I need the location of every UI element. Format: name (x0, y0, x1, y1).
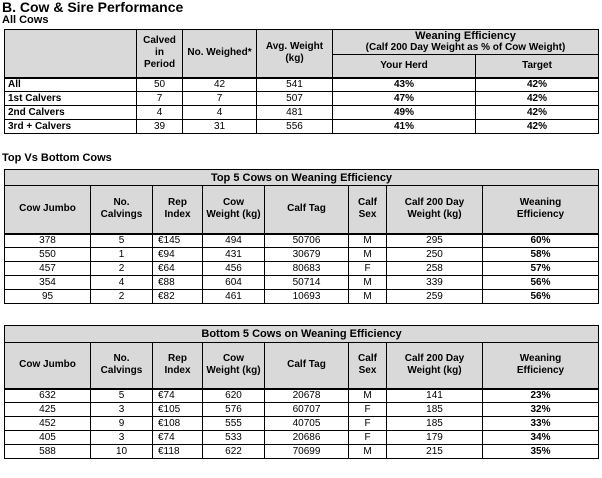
target-cell: 42% (476, 78, 599, 92)
cow-jumbo-header: Cow Jumbo (5, 186, 91, 234)
calf-sex-cell: F (349, 431, 387, 445)
weighed-cell: 7 (183, 92, 257, 106)
table-row (5, 389, 599, 403)
calf-sex-cell: M (349, 389, 387, 403)
all-cows-row (5, 78, 599, 92)
all-cows-row (5, 106, 599, 120)
calf-tag-cell: 10693 (265, 290, 349, 304)
all-cows-row (5, 92, 599, 106)
rep-index-cell: €105 (153, 403, 203, 417)
calf-200-cell: 258 (387, 262, 483, 276)
we-title: Weaning Efficiency (415, 30, 516, 42)
top5-header-row (5, 186, 599, 234)
calf-200-cell: 185 (387, 403, 483, 417)
cow-weight-cell: 456 (203, 262, 265, 276)
row-label: 1st Calvers (5, 92, 137, 106)
cow-weight-cell: 461 (203, 290, 265, 304)
efficiency-cell: 34% (483, 431, 599, 445)
table-row (5, 290, 599, 304)
calf-200-cell: 141 (387, 389, 483, 403)
your-herd-cell: 47% (333, 92, 476, 106)
cow-weight-cell: 533 (203, 431, 265, 445)
all-cows-subtitle: All Cows (2, 14, 49, 26)
calf-tag-cell: 20678 (265, 389, 349, 403)
calved-cell: 7 (137, 92, 183, 106)
calvings-header: No. Calvings (91, 343, 153, 389)
your-herd-cell: 41% (333, 120, 476, 134)
calf-sex-cell: F (349, 417, 387, 431)
weighed-cell: 4 (183, 106, 257, 120)
calvings-cell: 1 (91, 248, 153, 262)
row-label: 2nd Calvers (5, 106, 137, 120)
bottom5-title-row (5, 326, 599, 343)
calvings-cell: 5 (91, 389, 153, 403)
bottom5-header-row (5, 343, 599, 389)
calved-cell: 39 (137, 120, 183, 134)
calf-tag-cell: 50714 (265, 276, 349, 290)
weighed-header: No. Weighed* (183, 30, 257, 78)
target-header: Target (476, 55, 599, 78)
calf-tag-cell: 80683 (265, 262, 349, 276)
calf-sex-cell: M (349, 276, 387, 290)
table-row (5, 403, 599, 417)
weaning-efficiency-header (333, 30, 599, 55)
cow-jumbo-cell: 405 (5, 431, 91, 445)
cow-jumbo-header: Cow Jumbo (5, 343, 91, 389)
cow-jumbo-cell: 378 (5, 234, 91, 248)
rep-index-cell: €118 (153, 445, 203, 459)
bottom5-table (4, 325, 599, 459)
calf-200-header: Calf 200 Day Weight (kg) (387, 186, 483, 234)
rep-index-header: Rep Index (153, 343, 203, 389)
efficiency-cell: 23% (483, 389, 599, 403)
rep-index-cell: €94 (153, 248, 203, 262)
rep-index-cell: €88 (153, 276, 203, 290)
rep-index-cell: €108 (153, 417, 203, 431)
weight-cell: 556 (257, 120, 333, 134)
weight-cell: 541 (257, 78, 333, 92)
efficiency-cell: 58% (483, 248, 599, 262)
rep-index-cell: €64 (153, 262, 203, 276)
cow-jumbo-cell: 354 (5, 276, 91, 290)
your-herd-cell: 49% (333, 106, 476, 120)
target-cell: 42% (476, 106, 599, 120)
calved-cell: 50 (137, 78, 183, 92)
efficiency-cell: 56% (483, 290, 599, 304)
target-cell: 42% (476, 120, 599, 134)
calf-200-cell: 185 (387, 417, 483, 431)
cow-jumbo-cell: 550 (5, 248, 91, 262)
we-subtitle: (Calf 200 Day Weight as % of Cow Weight) (365, 42, 566, 53)
page-title: B. Cow & Sire Performance (2, 0, 184, 15)
top5-title-row (5, 170, 599, 186)
avg-weight-header: Avg. Weight (kg) (257, 30, 333, 78)
row-label: 3rd + Calvers (5, 120, 137, 134)
cow-jumbo-cell: 95 (5, 290, 91, 304)
your-herd-header: Your Herd (333, 55, 476, 78)
calf-200-header: Calf 200 Day Weight (kg) (387, 343, 483, 389)
calf-sex-cell: F (349, 403, 387, 417)
all-cows-header-row-1 (5, 30, 599, 55)
table-row (5, 276, 599, 290)
calf-200-cell: 179 (387, 431, 483, 445)
rep-index-header: Rep Index (153, 186, 203, 234)
table-row (5, 431, 599, 445)
calf-sex-header: Calf Sex (349, 343, 387, 389)
calvings-cell: 10 (91, 445, 153, 459)
calf-tag-cell: 50706 (265, 234, 349, 248)
calf-200-cell: 250 (387, 248, 483, 262)
all-cows-row (5, 120, 599, 134)
efficiency-cell: 35% (483, 445, 599, 459)
calf-tag-header: Calf Tag (265, 343, 349, 389)
calf-200-cell: 215 (387, 445, 483, 459)
cow-weight-header: Cow Weight (kg) (203, 343, 265, 389)
cow-weight-cell: 555 (203, 417, 265, 431)
cow-weight-cell: 494 (203, 234, 265, 248)
row-label: All (5, 78, 137, 92)
calved-cell: 4 (137, 106, 183, 120)
calf-sex-cell: M (349, 445, 387, 459)
cow-weight-header: Cow Weight (kg) (203, 186, 265, 234)
cow-jumbo-cell: 457 (5, 262, 91, 276)
calf-200-cell: 259 (387, 290, 483, 304)
weaning-efficiency-header: Weaning Efficiency (483, 186, 599, 234)
calvings-cell: 3 (91, 403, 153, 417)
rep-index-cell: €82 (153, 290, 203, 304)
calvings-cell: 4 (91, 276, 153, 290)
table-row (5, 445, 599, 459)
rep-index-cell: €145 (153, 234, 203, 248)
cow-weight-cell: 622 (203, 445, 265, 459)
calf-sex-cell: F (349, 262, 387, 276)
calvings-cell: 2 (91, 290, 153, 304)
cow-weight-cell: 620 (203, 389, 265, 403)
calf-200-cell: 339 (387, 276, 483, 290)
top-vs-bottom-subtitle: Top Vs Bottom Cows (2, 152, 112, 164)
top5-title: Top 5 Cows on Weaning Efficiency (5, 170, 599, 186)
efficiency-cell: 56% (483, 276, 599, 290)
efficiency-cell: 33% (483, 417, 599, 431)
calvings-cell: 5 (91, 234, 153, 248)
calf-sex-cell: M (349, 234, 387, 248)
cow-weight-cell: 431 (203, 248, 265, 262)
bottom5-title: Bottom 5 Cows on Weaning Efficiency (5, 326, 599, 343)
calf-tag-cell: 20686 (265, 431, 349, 445)
weight-cell: 481 (257, 106, 333, 120)
cow-jumbo-cell: 425 (5, 403, 91, 417)
calf-sex-cell: M (349, 248, 387, 262)
your-herd-cell: 43% (333, 78, 476, 92)
weight-cell: 507 (257, 92, 333, 106)
calf-tag-cell: 70699 (265, 445, 349, 459)
calf-200-cell: 295 (387, 234, 483, 248)
table-row (5, 248, 599, 262)
calf-sex-header: Calf Sex (349, 186, 387, 234)
weighed-cell: 42 (183, 78, 257, 92)
target-cell: 42% (476, 92, 599, 106)
weaning-efficiency-header: Weaning Efficiency (483, 343, 599, 389)
cow-weight-cell: 576 (203, 403, 265, 417)
calf-sex-cell: M (349, 290, 387, 304)
calvings-cell: 2 (91, 262, 153, 276)
efficiency-cell: 57% (483, 262, 599, 276)
calved-header: Calved in Period (137, 30, 183, 78)
cow-jumbo-cell: 632 (5, 389, 91, 403)
rep-index-cell: €74 (153, 389, 203, 403)
calf-tag-cell: 30679 (265, 248, 349, 262)
weighed-cell: 31 (183, 120, 257, 134)
cow-jumbo-cell: 588 (5, 445, 91, 459)
calvings-cell: 3 (91, 431, 153, 445)
cow-weight-cell: 604 (203, 276, 265, 290)
table-row (5, 262, 599, 276)
table-row (5, 234, 599, 248)
blank-header-cell (5, 30, 137, 78)
calvings-cell: 9 (91, 417, 153, 431)
cow-jumbo-cell: 452 (5, 417, 91, 431)
calf-tag-header: Calf Tag (265, 186, 349, 234)
efficiency-cell: 60% (483, 234, 599, 248)
rep-index-cell: €74 (153, 431, 203, 445)
top5-table (4, 169, 599, 304)
table-row (5, 417, 599, 431)
efficiency-cell: 32% (483, 403, 599, 417)
calvings-header: No. Calvings (91, 186, 153, 234)
all-cows-table (4, 29, 599, 134)
calf-tag-cell: 40705 (265, 417, 349, 431)
calf-tag-cell: 60707 (265, 403, 349, 417)
